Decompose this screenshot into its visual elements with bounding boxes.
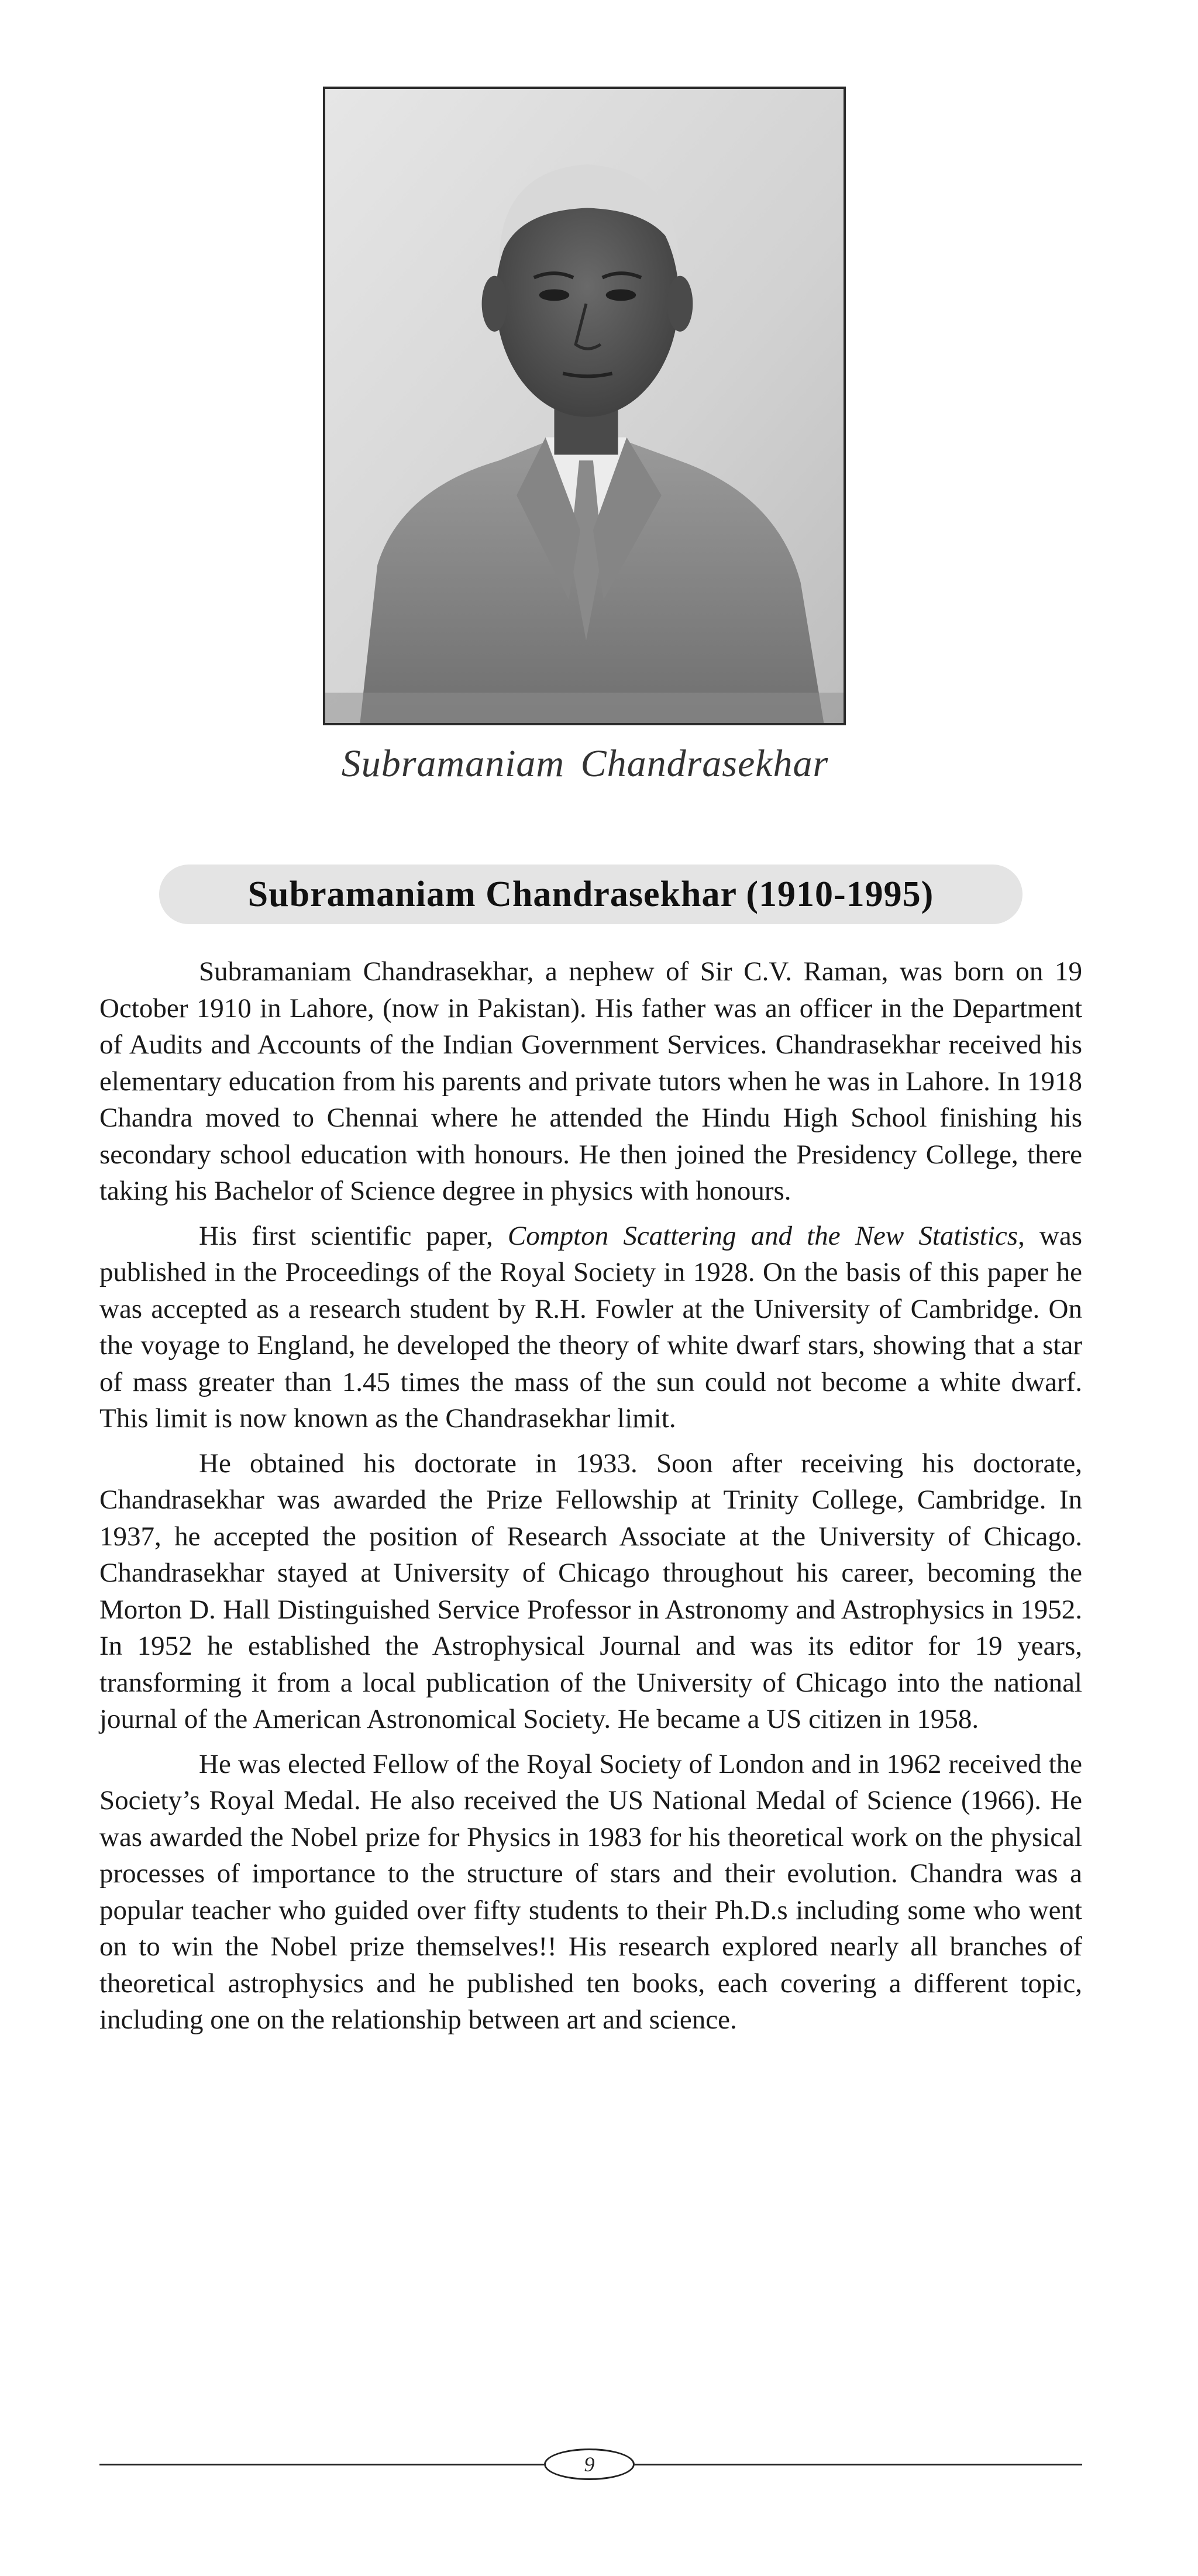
paper-title: Compton Scattering and the New Statistics [507, 1220, 1018, 1251]
paragraph-2 [99, 1218, 1082, 1437]
page-number: 9 [544, 2448, 635, 2480]
heading-text: Subramaniam Chandrasekhar (1910-1995) [247, 874, 934, 914]
biography-body [99, 953, 1082, 2047]
portrait-photo [323, 87, 846, 725]
portrait-illustration [325, 89, 844, 723]
paragraph-3: He obtained his doctorate in 1933. Soon after receiving his doctorate, Chandrasekhar was awarded the Prize Fellowship at Trinity College, Cambridge. In 1937, he accepted the position of Research Associate at the University of Chicago. Chandrasekhar stayed at University of Chicago throughout his career, becoming the Morton D. Hall Distinguished Service Professor in Astronomy and Astrophysics in 1952. In 1952 he established the Astrophysical Journal and was its editor for 19 years, transforming it from a local publication of the University of Chicago into the national journal of the American Astronomical Society. He became a US citizen in 1958. [99, 1448, 1082, 1734]
paragraph-2-rest: , was published in the Proceedings of the Royal Society in 1928. On the basis of this paper he was accepted as a research student by R.H. Fowler at the University of Cambridge. On the voyage to England, he developed the theory of white dwarf stars, showing that a star of mass greater than 1.45 times the mass of the sun could not become a white dwarf. This limit is now known as the Chandrasekhar limit. [99, 1220, 1083, 1434]
paragraph-4: He was elected Fellow of the Royal Society of London and in 1962 received the Society’s Royal Medal. He also received the US National Medal of Science (1966). He was awarded the Nobel prize for Physics in 1983 for his theoretical work on the physical processes of importance to the structure of stars and their evolution. Chandra was a popular teacher who guided over fifty students to their Ph.D.s including some who went on to win the Nobel prize themselves!! His research explored nearly all branches of theoretical astrophysics and he published ten books, each covering a different topic, including one on the relationship between art and science. [99, 1748, 1082, 2035]
paragraph-1: Subramaniam Chandrasekhar, a nephew of Sir C.V. Raman, was born on 19 October 1910 in Lahore, (now in Pakistan). His father was an officer in the Department of Audits and Accounts of the Indian Government Services. Chandrasekhar received his elementary education from his parents and private tutors when he was in Lahore. In 1918 Chandra moved to Chennai where he attended the Hindu High School finishing his secondary school education with honours. He then joined the Presidency College, there taking his Bachelor of Science degree in physics with honours. [99, 956, 1082, 1206]
photo-caption: Subramaniam Chandrasekhar [341, 742, 829, 785]
footer-rule-left [99, 2464, 544, 2465]
paragraph-2-lead: His first scientific paper, [199, 1220, 508, 1251]
footer-rule-right [635, 2464, 1082, 2465]
section-heading [159, 865, 1023, 924]
